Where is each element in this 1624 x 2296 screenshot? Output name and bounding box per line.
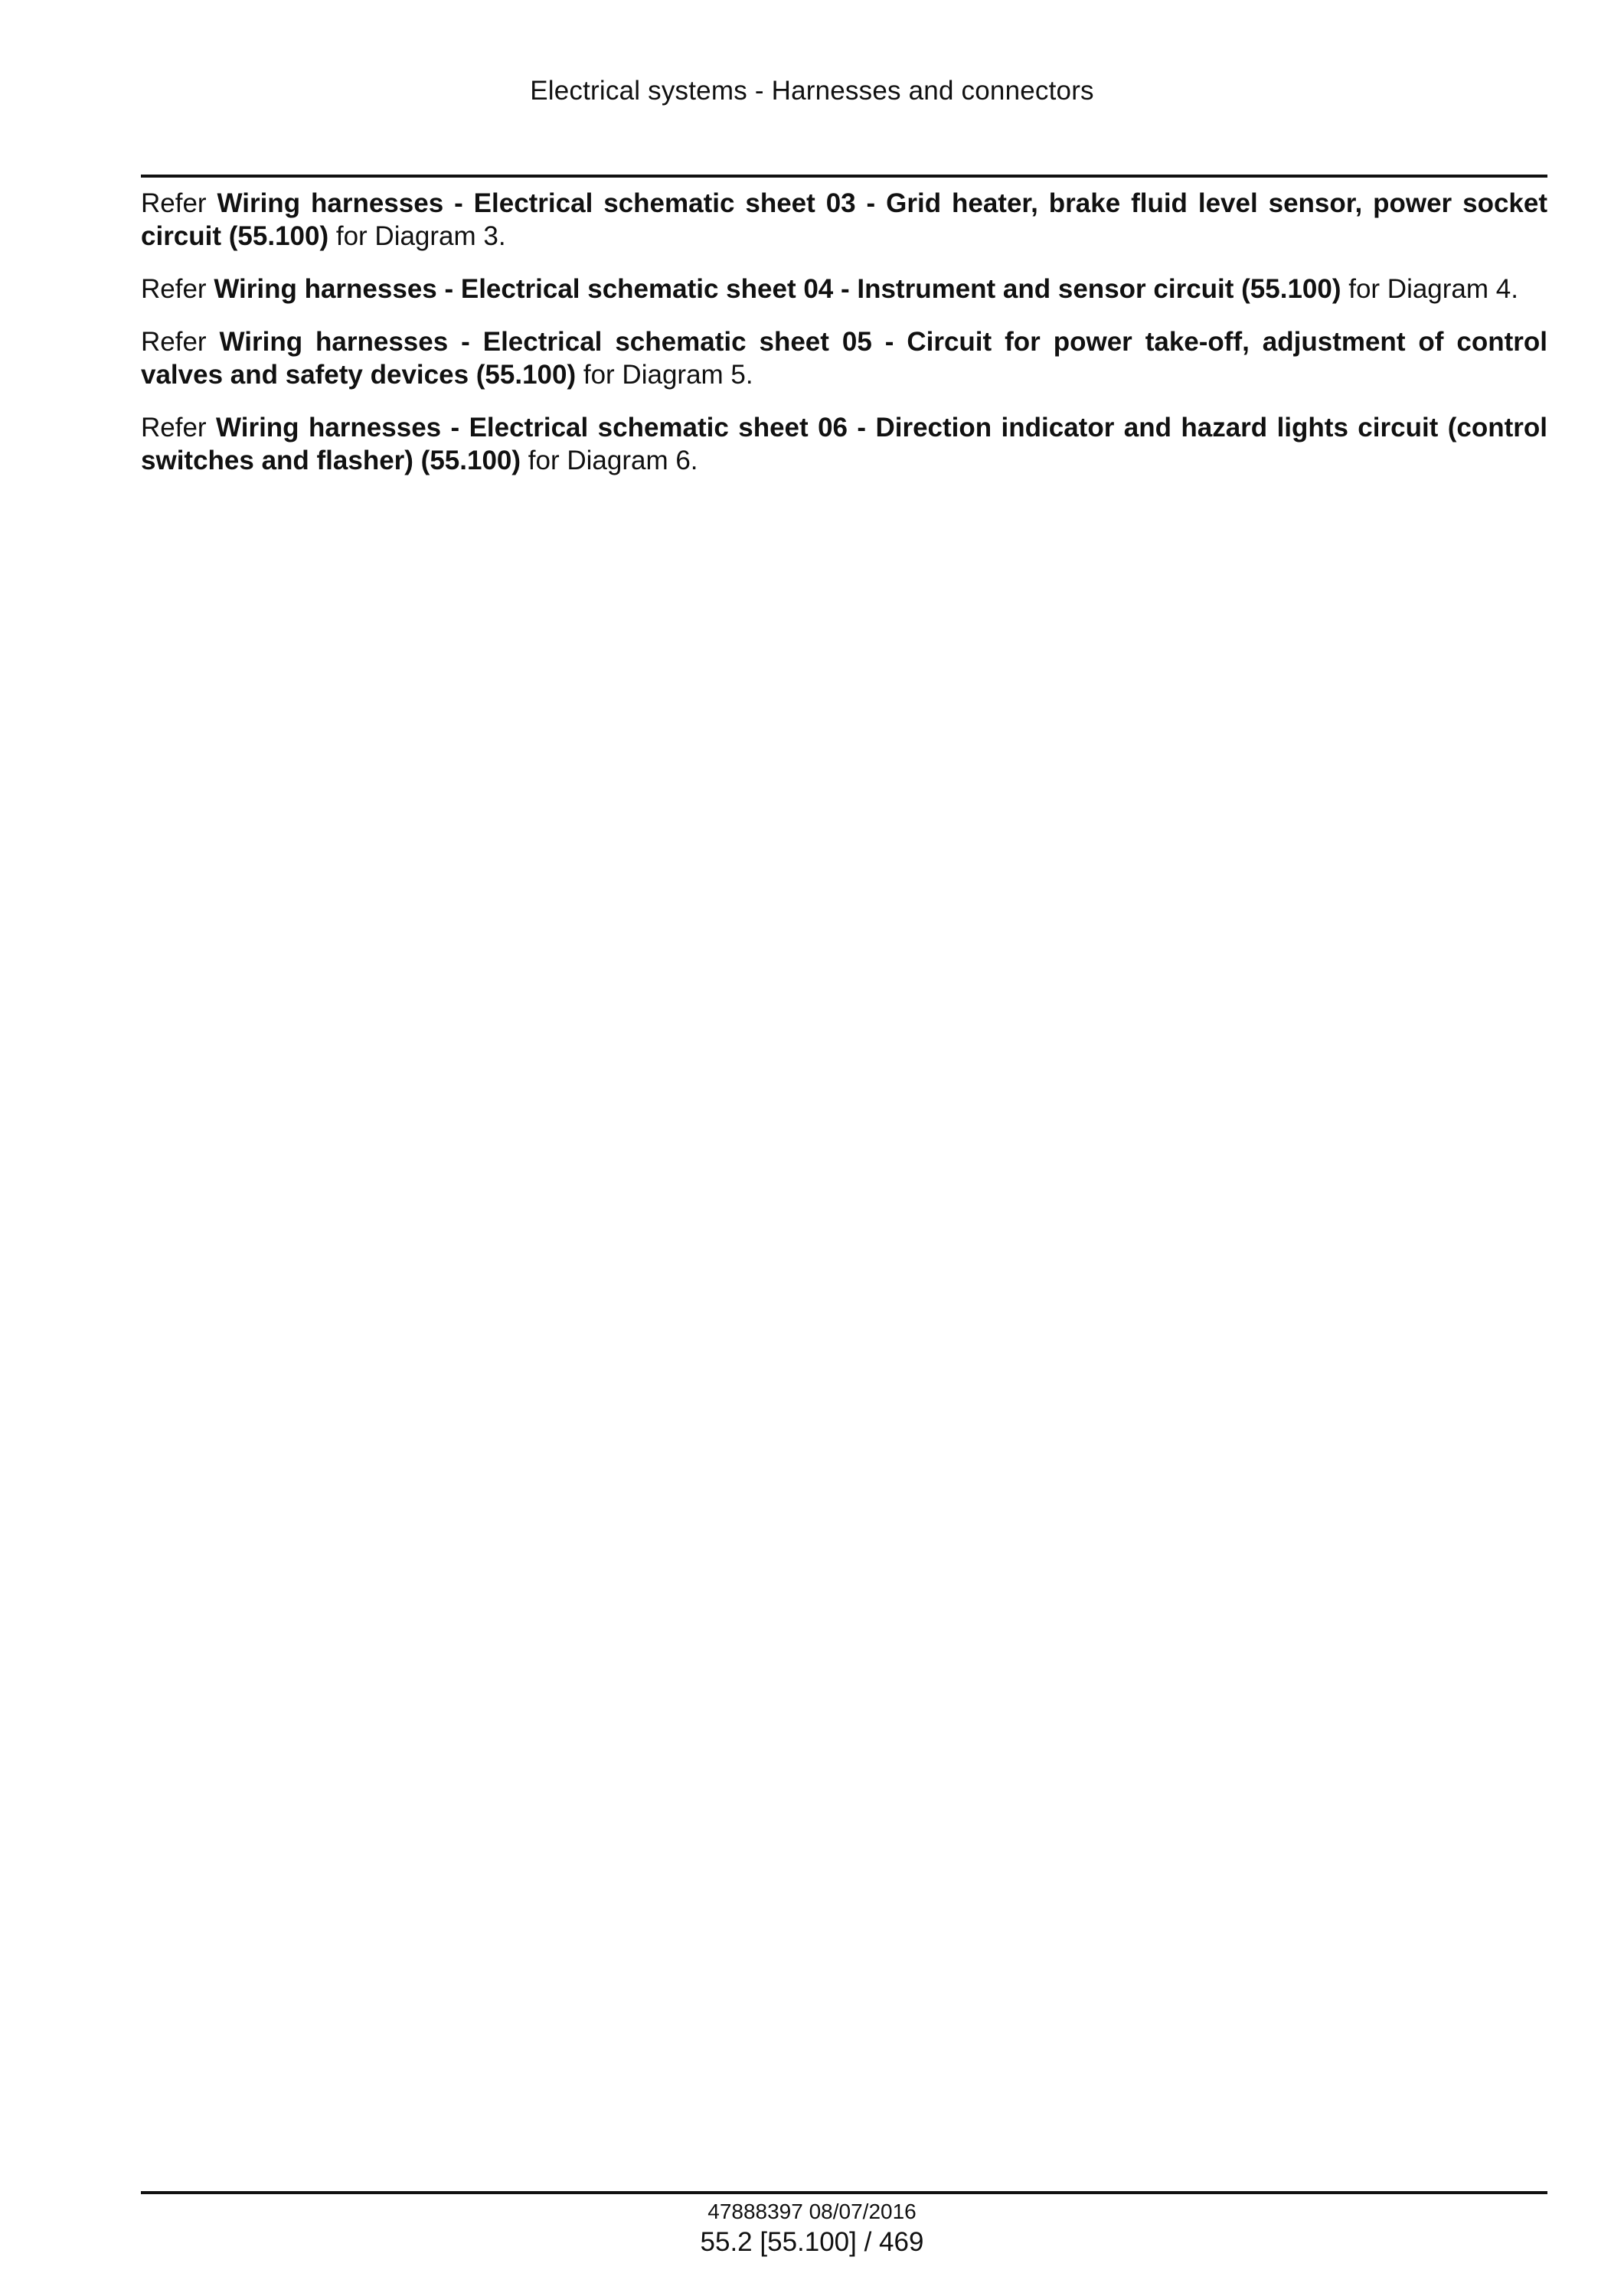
reference-list	[141, 187, 1547, 497]
header-divider	[141, 175, 1547, 178]
reference-link[interactable]: Wiring harnesses - Electrical schematic sheet 06 - Direction indicator and hazard lights circuit (control switches and flasher) (55.100)	[141, 413, 1547, 475]
reference-item	[141, 187, 1547, 253]
footer-divider	[141, 2191, 1547, 2194]
reference-suffix: for Diagram 3.	[328, 221, 506, 251]
reference-link[interactable]: Wiring harnesses - Electrical schematic sheet 04 - Instrument and sensor circuit (55.100)	[214, 274, 1341, 304]
footer-page-number: 55.2 [55.100] / 469	[700, 2227, 924, 2257]
reference-link[interactable]: Wiring harnesses - Electrical schematic sheet 03 - Grid heater, brake fluid level sensor, power socket circuit (55.100)	[141, 188, 1547, 251]
reference-prefix: Refer	[141, 327, 220, 357]
reference-item	[141, 411, 1547, 477]
reference-suffix: for Diagram 5.	[576, 360, 753, 390]
reference-prefix: Refer	[141, 188, 217, 218]
reference-prefix: Refer	[141, 274, 214, 304]
footer-document-id: 47888397 08/07/2016	[707, 2200, 917, 2223]
reference-suffix: for Diagram 4.	[1341, 274, 1518, 304]
reference-link[interactable]: Wiring harnesses - Electrical schematic sheet 05 - Circuit for power take-off, adjustment of control valves and safety devices (55.100)	[141, 327, 1547, 390]
reference-item	[141, 273, 1547, 305]
reference-prefix: Refer	[141, 413, 216, 443]
reference-suffix: for Diagram 6.	[521, 446, 698, 475]
reference-item	[141, 325, 1547, 391]
page-header-title: Electrical systems - Harnesses and connectors	[530, 76, 1094, 106]
